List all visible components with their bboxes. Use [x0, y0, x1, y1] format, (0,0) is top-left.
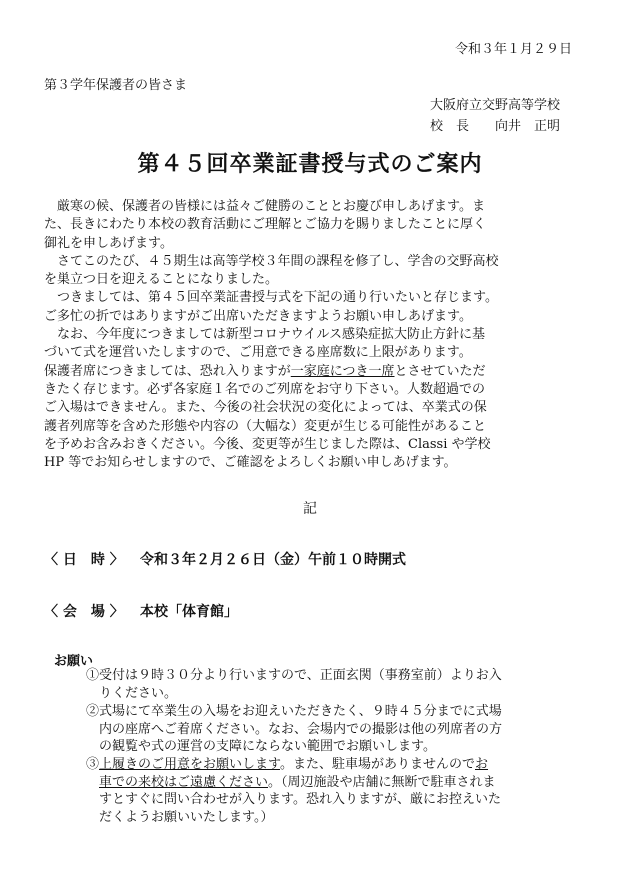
body-text-segment: とさせていただ	[394, 363, 486, 379]
venue-value: 本校「体育館」	[140, 604, 238, 620]
request-text-segment: 。また、駐車場がありませんので	[279, 757, 475, 772]
body-line: を予めお含みおきください。今後、変更等が生じました際は、Classi や学校	[44, 436, 491, 452]
underlined-phrase: 一家庭につき一席	[290, 363, 395, 379]
body-line: HP 等でお知らせしますので、ご確認をよろしくお願い申しあげます。	[44, 455, 457, 471]
body-line: を巣立つ日を迎えることになりました。	[44, 272, 279, 288]
datetime-label: 〈 日 時 〉	[44, 552, 124, 568]
sender-block	[430, 95, 560, 137]
recipient-line: 第３学年保護者の皆さま	[44, 78, 188, 93]
requests-title: お願い	[54, 654, 94, 669]
body-line: きたく存じます。必ず各家庭１名でのご列席をお守り下さい。人数超過での	[44, 381, 485, 397]
body-line: つきましては、第４５回卒業証書授与式を下記の通り行いたいと存じます。	[57, 290, 498, 306]
request-line	[86, 756, 586, 774]
body-line: さてこのたび、４５期生は高等学校３年間の課程を修了し、学舎の交野高校	[57, 253, 499, 269]
request-item-1	[86, 667, 586, 702]
page-title: 第４５回卒業証書授与式のご案内	[137, 151, 483, 177]
request-line: 内の座席へご着席ください。なお、会場内での撮影は他の列席者の方	[99, 721, 503, 737]
datetime-value: 令和３年２月２６日（金）午前１０時開式	[140, 552, 406, 568]
underlined-phrase: お	[475, 757, 489, 772]
request-line: の観覧や式の運営の支障にならない範囲でお願いします。	[99, 739, 436, 754]
body-line: ご入場はできません。また、今後の社会状況の変化によっては、卒業式の保	[44, 400, 487, 416]
request-line: ②式場にて卒業生の入場をお迎えいただきたく、９時４５分までに式場	[86, 704, 502, 719]
body-line: た、長きにわたり本校の教育活動にご理解とご協力を賜りましたことに厚く	[44, 217, 487, 233]
underlined-phrase: 車での来校はご遠慮ください	[99, 774, 269, 790]
body-line: づいて式を運営いたしますので、ご用意できる座席数に上限があります。	[44, 345, 472, 361]
request-item-3	[86, 756, 586, 826]
body-text-segment: 保護者席につきましては、恐れ入りますが	[44, 363, 291, 379]
request-text-segment: 。（周辺施設や店舗に無断で駐車されま	[268, 774, 496, 790]
ki-heading: 記	[303, 501, 317, 517]
body-line: 御礼を申しあげます。	[44, 235, 173, 251]
body-line: なお、今年度につきましては新型コロナウイルス感染症拡大防止方針に基	[57, 327, 485, 343]
request-line: すとすぐに問い合わせが入ります。恐れ入りますが、厳にお控えいた	[99, 792, 501, 807]
underlined-phrase: 上履きのご用意をお願いします	[99, 757, 280, 772]
body-line: ご多忙の折ではありますがご出席いただきますようお願い申しあげます。	[44, 308, 472, 324]
principal-name: 校 長 向井 正明	[430, 119, 561, 134]
request-mark: ③	[86, 757, 100, 772]
request-line: りください。	[99, 685, 178, 701]
school-name: 大阪府立交野高等学校	[430, 98, 561, 113]
body-line	[44, 363, 584, 381]
issue-date: 令和３年１月２９日	[454, 42, 572, 57]
body-text	[44, 198, 584, 472]
body-line: 護者列席等を含めた形態や内容の（大幅な）変更が生じる可能性があること	[44, 418, 487, 434]
venue-label: 〈 会 場 〉	[44, 604, 124, 620]
request-item-2	[86, 703, 586, 756]
request-line: だくようお願いいたします。）	[99, 809, 274, 825]
body-line: 厳寒の候、保護者の皆様には益々ご健勝のこととお慶び申しあげます。ま	[57, 199, 485, 214]
venue-item	[44, 601, 238, 621]
request-line: ①受付は９時３０分より行いますので、正面玄関（事務室前）よりお入	[86, 668, 502, 683]
datetime-item	[44, 549, 406, 569]
request-line	[86, 774, 586, 792]
